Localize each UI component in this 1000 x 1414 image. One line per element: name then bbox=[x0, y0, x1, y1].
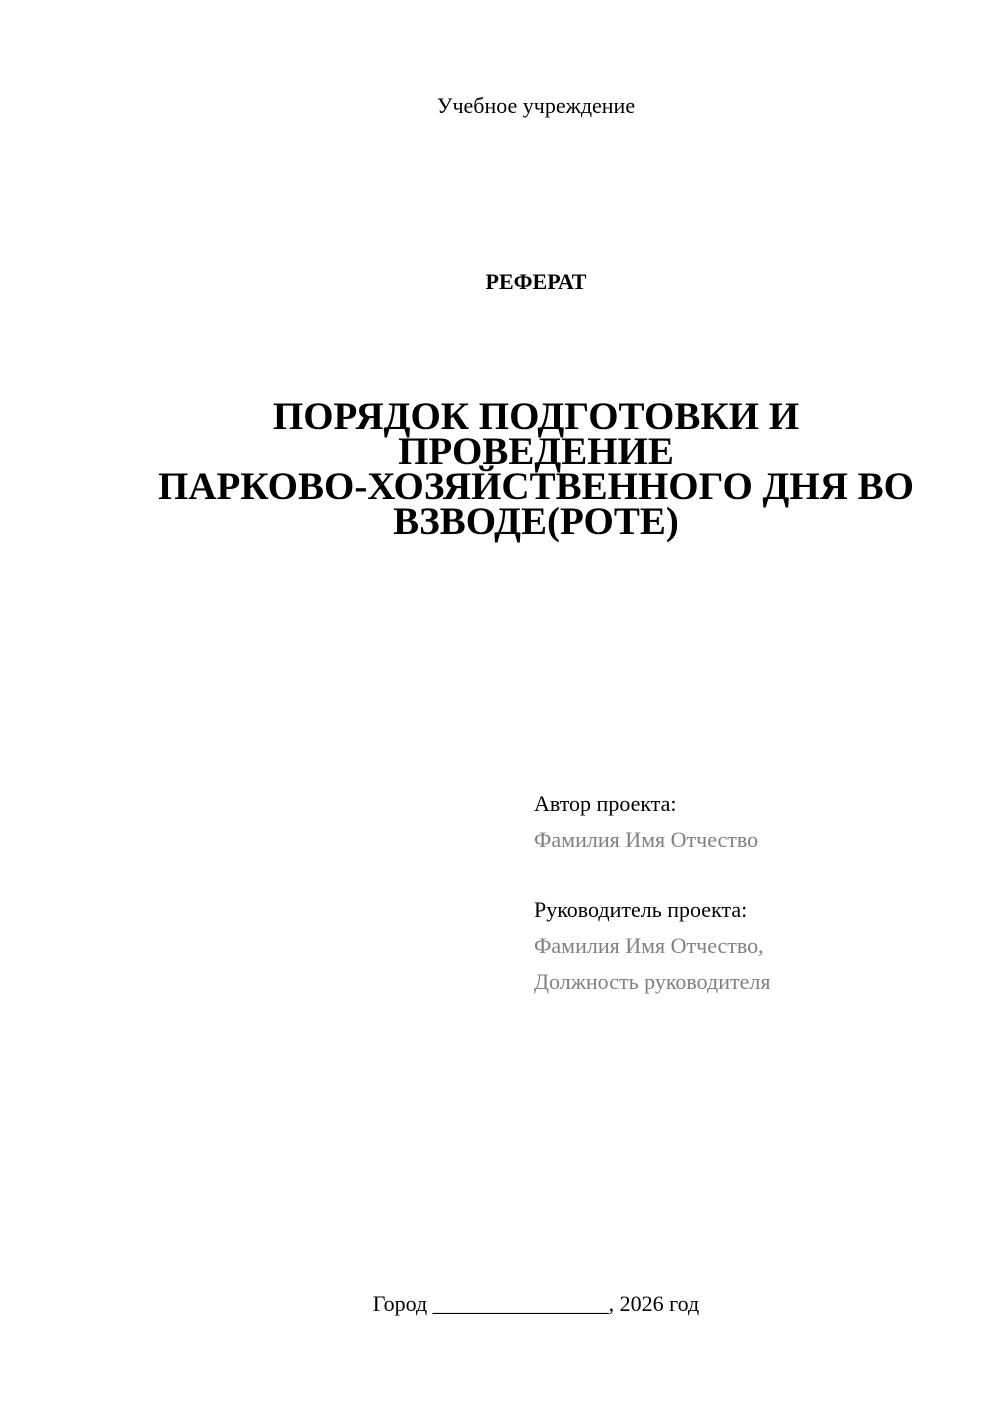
document-title bbox=[100, 395, 972, 543]
author-block bbox=[534, 786, 974, 1000]
title-line: ВЗВОДЕ(РОТЕ) bbox=[393, 500, 679, 543]
author-name: Фамилия Имя Отчество bbox=[534, 827, 759, 852]
supervisor-label: Руководитель проекта: bbox=[534, 897, 748, 922]
institution-name: Учебное учреждение bbox=[436, 93, 636, 118]
city-year-line: Город ________________, 2026 год bbox=[372, 1291, 700, 1316]
supervisor-position: Должность руководителя bbox=[534, 969, 771, 994]
supervisor-name: Фамилия Имя Отчество, bbox=[534, 933, 764, 958]
title-line: ПОРЯДОК ПОДГОТОВКИ И bbox=[272, 395, 800, 438]
document-type: РЕФЕРАТ bbox=[485, 269, 587, 294]
author-label: Автор проекта: bbox=[534, 791, 677, 816]
title-line: ПРОВЕДЕНИЕ bbox=[398, 430, 674, 473]
title-line: ПАРКОВО-ХОЗЯЙСТВЕННОГО ДНЯ ВО bbox=[158, 465, 914, 508]
block-spacer bbox=[534, 858, 974, 892]
